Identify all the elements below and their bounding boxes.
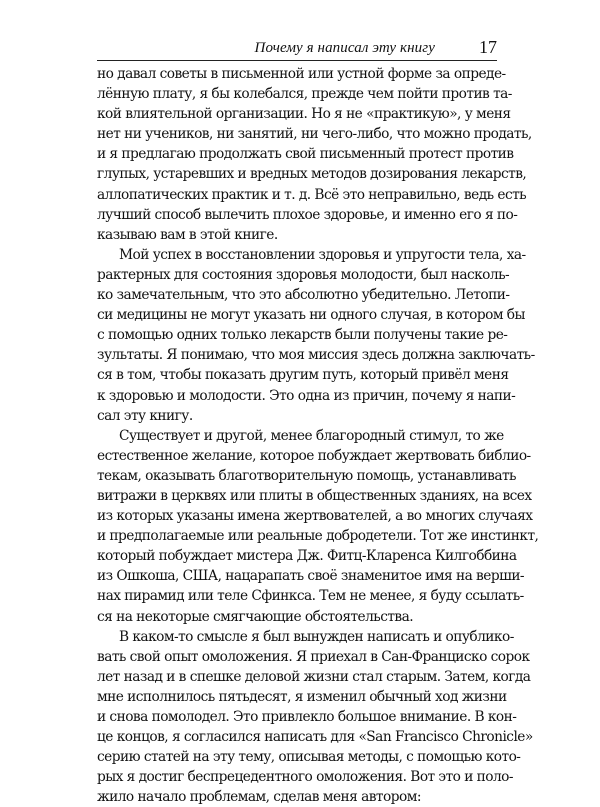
text-line: и снова помолодел. Это привлекло большое внимание. В кон-	[97, 709, 517, 725]
text-line: лучший способ вылечить плохое здоровье, и именно его я по-	[97, 206, 518, 223]
text-line: витражи в церквях или плиты в общественных зданиях, на всех	[97, 487, 532, 504]
running-header	[97, 36, 497, 61]
running-title: Почему я написал эту книгу	[254, 40, 435, 56]
text-line: зультаты. Я понимаю, что моя миссия здесь должна заключать-	[97, 347, 535, 364]
text-line: лённую плату, я бы колебался, прежде чем пойти против та-	[97, 86, 512, 103]
text-line: из Ошкоша, США, нацарапать своё знаменитое имя на верши-	[97, 568, 525, 585]
text-line: лет назад и в спешке деловой жизни стал старым. Затем, когда	[97, 668, 531, 685]
text-line: к здоровью и молодости. Это одна из причин, почему я напи-	[97, 387, 516, 404]
paragraph-4	[97, 627, 533, 807]
body-text	[97, 64, 539, 807]
text-line: и я предлагаю продолжать свой письменный протест против	[97, 146, 514, 163]
text-line: мне исполнилось пятьдесят, я изменил обычный ход жизни	[97, 688, 507, 705]
text-line: но давал советы в письменной или устной форме за опреде-	[97, 66, 506, 82]
text-line: ко замечательным, что это абсолютно убедительно. Летопи-	[97, 287, 510, 304]
text-line: Существует и другой, менее благородный стимул, то же	[119, 427, 504, 444]
paragraph-2	[97, 245, 535, 426]
text-line: ся на некоторые смягчающие обстоятельства.	[97, 608, 414, 625]
text-line: и предполагаемые или реальные добродетели. Тот же инстинкт,	[97, 528, 539, 545]
text-line: рактерных для состояния здоровья молодости, был насколь-	[97, 266, 510, 283]
text-line: текам, оказывать благотворительную помощь, устанавливать	[97, 467, 516, 484]
text-line: естественное желание, которое побуждает жертвовать библио-	[97, 447, 531, 464]
paragraph-3	[97, 426, 539, 627]
text-line: си медицины не могут указать ни одного случая, в котором бы	[97, 307, 525, 324]
paragraph-1	[97, 64, 532, 245]
text-line: це концов, я согласился написать для «San Francisco Chronicle»	[97, 729, 533, 746]
text-line: В каком-то смысле я был вынужден написать и опублико-	[119, 628, 514, 645]
text-line: нет ни учеников, ни занятий, ни чего-либо, что можно продать,	[97, 126, 532, 143]
text-line: казываю вам в этой книге.	[97, 226, 278, 243]
text-line: с помощью одних только лекарств были получены такие ре-	[97, 327, 508, 344]
text-line: который побуждает мистера Дж. Фитц-Кларенса Килгоббина	[97, 548, 517, 565]
text-line: серию статей на эту тему, описывая методы, с помощью кото-	[97, 749, 521, 766]
text-line: ся в том, чтобы показать другим путь, который привёл меня	[97, 367, 509, 384]
text-line: кой влиятельной организации. Но я не «практикую», у меня	[97, 106, 511, 123]
text-line: аллопатических практик и т. д. Всё это неправильно, ведь есть	[97, 186, 527, 203]
text-line: нах пирамид или теле Сфинкса. Тем не менее, я буду ссылать-	[97, 588, 524, 605]
text-line: сал эту книгу.	[97, 407, 193, 424]
text-line: жило начало проблемам, сделав меня автором:	[97, 789, 421, 806]
text-line: Мой успех в восстановлении здоровья и упругости тела, ха-	[119, 246, 526, 263]
page-number: 17	[479, 37, 497, 57]
text-line: из которых указаны имена жертвователей, а во многих случаях	[97, 508, 533, 525]
text-line: вать свой опыт омоложения. Я приехал в Сан-Франциско сорок	[97, 648, 530, 665]
text-line: глупых, устаревших и вредных методов дозирования лекарств,	[97, 166, 527, 183]
text-line: рых я достиг беспрецедентного омоложения. Вот это и поло-	[97, 769, 513, 786]
